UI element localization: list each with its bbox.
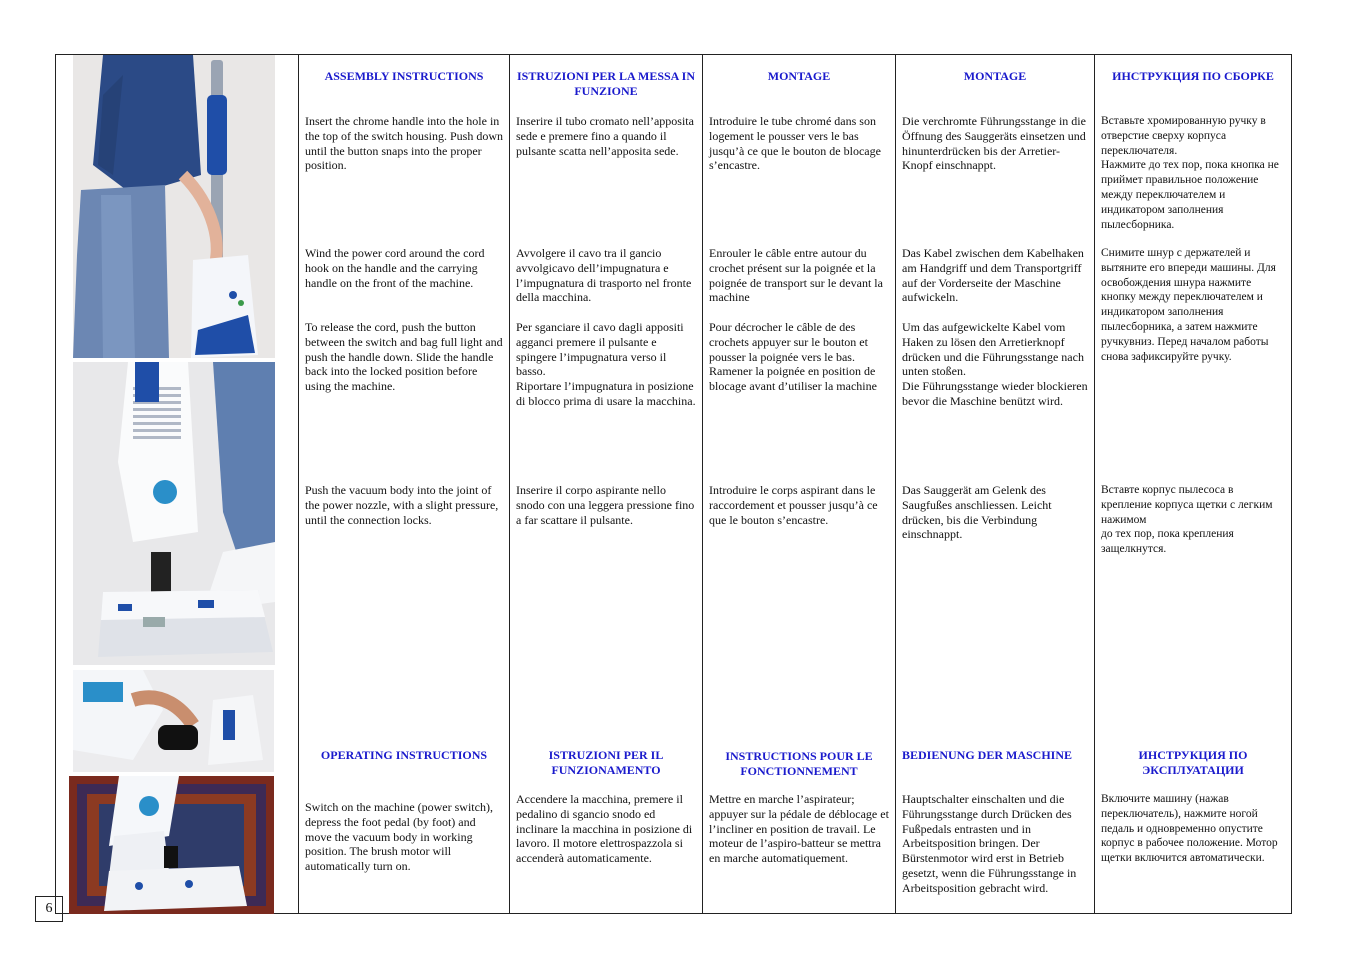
photo-attach-nozzle xyxy=(73,670,274,772)
operating-heading: ИНСТРУКЦИЯ ПО ЭКСПЛУАТАЦИИ xyxy=(1138,748,1248,777)
step-insert-handle: Die verchromte Führungsstange in die Öffnung des Sauggeräts einsetzen und hinunterdrücken bis der Arretier-Knopf einschnappt. xyxy=(902,114,1086,173)
step-attach-nozzle: Introduire le corps aspirant dans le raccordement et pousser jusqu’à ce que le bouton s’encastre. xyxy=(709,483,878,527)
step-release-cord: To release the cord, push the button between the switch and bag full light and push the handle down. Slide the handle back into the locked position before using the machine. xyxy=(305,320,503,394)
step-wind-cord: Wind the power cord around the cord hook on the handle and the carrying handle on the front of the machine. xyxy=(305,246,485,290)
operating-text: Accendere la macchina, premere il pedalino di sgancio snodo ed inclinare la macchina in posizione di lavoro. Il motore elettrospazzola si accenderà automaticamente. xyxy=(516,792,693,866)
step-attach-nozzle: Inserire il corpo aspirante nello snodo con una leggera pressione fino a far scattare il pulsante. xyxy=(516,483,695,527)
operating-text: Включите машину (нажав переключатель), нажмите ногой педаль и одновременно опустите корпус в рабочее положение. Мотор щетки включится автоматически. xyxy=(1101,793,1278,865)
step-insert-handle: Introduire le tube chromé dans son logement le pousser vers le bas jusqu’à ce que le bouton de blocage s’encastre. xyxy=(709,114,881,173)
step-insert-handle: Inserire il tubo cromato nell’apposita sede e premere fino a quando il pulsante scatta nell’apposita sede. xyxy=(516,114,694,158)
assembly-heading: ISTRUZIONI PER LA MESSA IN FUNZIONE xyxy=(516,69,696,98)
column-italian xyxy=(510,54,702,914)
step-wind-cord: Снимите шнур с держателей и вытяните его впереди машины. Для освобождения шнура нажмите кнопку между переключателем и индикатором заполнения пылесборника, а затем нажмите ручкувниз. Перед началом работы снова зафиксируйте ручку. xyxy=(1101,247,1276,363)
step-attach-nozzle: Push the vacuum body into the joint of the power nozzle, with a slight pressure, until the connection locks. xyxy=(305,483,499,527)
column-french xyxy=(703,54,895,914)
operating-heading: INSTRUCTIONS POUR LE FONCTIONNEMENT xyxy=(725,749,873,778)
step-release-cord: Um das aufgewickelte Kabel vom Haken zu lösen den Arretierknopf drücken und die Führungsstange nach unten stoßen. Die Führungsstange wieder blockieren bevor die Maschine benützt wird. xyxy=(902,320,1088,408)
operating-text: Hauptschalter einschalten und die Führungsstange durch Drücken des Fußpedals entrasten und in Arbeitsposition bringen. Der Bürstenmotor wird erst in Betrieb gesetzt, wenn die Führungsstange in Arbeitsposition gebracht wird. xyxy=(902,792,1077,895)
operating-heading: ISTRUZIONI PER IL FUNZIONAMENTO xyxy=(548,748,664,777)
step-attach-nozzle: Das Sauggerät am Gelenk des Saugfußes anschliessen. Leicht drücken, bis die Verbindung einschnappt. xyxy=(902,483,1052,542)
assembly-heading: MONTAGE xyxy=(963,69,1027,83)
operating-heading: BEDIENUNG DER MASCHINE xyxy=(902,748,1073,762)
step-attach-nozzle: Вставте корпус пылесоса в крепление корпуса щетки с легким нажимом до тех пор, пока крепления защелкнутся. xyxy=(1101,484,1273,556)
column-german xyxy=(896,54,1094,914)
step-wind-cord: Avvolgere il cavo tra il gancio avvolgicavo dell’impugnatura e l’impugnatura di trasporto nel fronte della macchina. xyxy=(516,246,692,305)
column-russian xyxy=(1095,54,1291,914)
photo-wind-cord xyxy=(73,362,275,665)
step-release-cord: Per sganciare il cavo dagli appositi agganci premere il pulsante e spingere l’impugnatura verso il basso. Riportare l’impugnatura in posizione di blocco prima di usare la macchina. xyxy=(516,320,696,408)
assembly-heading: ASSEMBLY INSTRUCTIONS xyxy=(324,69,484,83)
operating-text: Switch on the machine (power switch), depress the foot pedal (by foot) and move the vacuum body in working position. The brush motor will automatically turn on. xyxy=(305,800,493,874)
operating-heading: OPERATING INSTRUCTIONS xyxy=(320,748,488,762)
step-wind-cord: Das Kabel zwischen dem Kabelhaken am Handgriff und dem Transportgriff auf der Vorderseite der Maschine aufwickeln. xyxy=(902,246,1084,305)
step-wind-cord: Enrouler le câble entre autour du crochet présent sur la poignée et la poignée de transport sur le devant la machine xyxy=(709,246,883,305)
assembly-heading: MONTAGE xyxy=(767,69,831,83)
step-insert-handle: Insert the chrome handle into the hole in the top of the switch housing. Push down until the button snaps into the proper position. xyxy=(305,114,503,173)
page-number: 6 xyxy=(35,896,63,922)
operating-text: Mettre en marche l’aspirateur; appuyer sur la pédale de déblocage et l’incliner en position de travail. Le moteur de l’aspiro-batteur se mettra en marche automatiquement. xyxy=(709,792,889,866)
photo-operating xyxy=(69,776,274,914)
assembly-heading: ИНСТРУКЦИЯ ПО СБОРКЕ xyxy=(1112,69,1274,83)
step-release-cord: Pour décrocher le câble de des crochets appuyer sur le bouton et pousser la poignée vers le bas. Ramener la poignée en position de blocage avant d’utiliser la machine xyxy=(709,320,877,394)
photo-insert-handle xyxy=(73,55,275,358)
step-insert-handle: Вставьте хромированную ручку в отверстие сверху корпуса переключателя. Нажмите до тех пор, пока кнопка не приймет правильное положение между переключателем и индикатором заполнения пылесборника. xyxy=(1101,115,1279,231)
column-english xyxy=(299,54,509,914)
